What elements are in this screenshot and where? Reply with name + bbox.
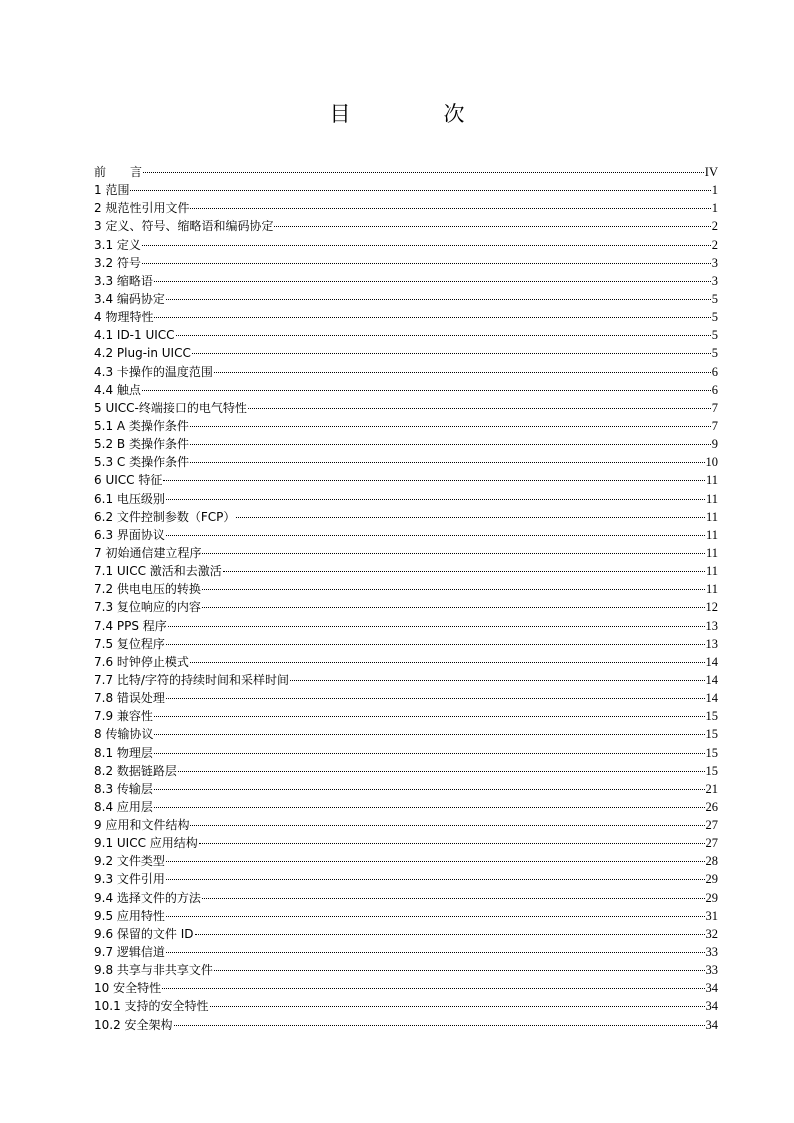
toc-leader-dots xyxy=(202,553,705,554)
page-title: 目 次 xyxy=(329,102,501,126)
toc-leader-dots xyxy=(190,662,705,663)
toc-leader-dots xyxy=(166,861,705,862)
toc-entry-label: 5 UICC-终端接口的电气特性 xyxy=(94,400,247,415)
toc-entry-label: 8.4 应用层 xyxy=(94,799,153,814)
toc-entry[interactable] xyxy=(94,308,718,326)
toc-entry-page-number: 6 xyxy=(711,364,718,379)
toc-entry[interactable] xyxy=(94,163,718,181)
toc-entry-label: 2 规范性引用文件 xyxy=(94,201,190,216)
toc-leader-dots xyxy=(166,644,705,645)
toc-entry-page-number: 21 xyxy=(705,781,718,796)
toc-entry-page-number: 1 xyxy=(711,183,718,198)
toc-entry[interactable] xyxy=(94,580,718,598)
toc-entry-label: 9.6 保留的文件 ID xyxy=(94,926,194,941)
toc-leader-dots xyxy=(199,843,705,844)
toc-entry-label: 7.7 比特/字符的持续时间和采样时间 xyxy=(94,672,289,687)
toc-entry[interactable] xyxy=(94,852,718,870)
toc-entry-label: 8.2 数据链路层 xyxy=(94,763,177,778)
toc-leader-dots xyxy=(195,934,705,935)
toc-entry[interactable] xyxy=(94,943,718,961)
toc-entry-label: 7.1 UICC 激活和去激活 xyxy=(94,564,222,579)
toc-entry[interactable] xyxy=(94,490,718,508)
toc-entry-label: 7.9 兼容性 xyxy=(94,709,153,724)
toc-entry-page-number: 11 xyxy=(705,491,718,506)
toc-entry[interactable] xyxy=(94,725,718,743)
toc-entry[interactable] xyxy=(94,417,718,435)
toc-leader-dots xyxy=(166,879,705,880)
toc-entry[interactable] xyxy=(94,834,718,852)
toc-entry-page-number: 26 xyxy=(705,799,718,814)
toc-leader-dots xyxy=(190,426,711,427)
toc-entry-page-number: 33 xyxy=(705,945,718,960)
toc-entry[interactable] xyxy=(94,635,718,653)
toc-entry-label: 5.2 B 类操作条件 xyxy=(94,437,189,452)
toc-entry[interactable] xyxy=(94,1016,718,1034)
toc-leader-dots xyxy=(154,789,705,790)
toc-leader-dots xyxy=(202,898,705,899)
toc-leader-dots xyxy=(166,698,705,699)
toc-entry-page-number: 12 xyxy=(705,600,718,615)
toc-entry-page-number: 31 xyxy=(705,908,718,923)
toc-entry-page-number: 15 xyxy=(705,727,718,742)
toc-entry-page-number: 27 xyxy=(705,836,718,851)
toc-entry-label: 3.3 缩略语 xyxy=(94,273,153,288)
toc-entry-page-number: 5 xyxy=(711,346,718,361)
toc-entry-label: 5.3 C 类操作条件 xyxy=(94,455,190,470)
toc-leader-dots xyxy=(142,263,711,264)
toc-entry[interactable] xyxy=(94,181,718,199)
toc-entry[interactable] xyxy=(94,471,718,489)
toc-entry-label: 10.1 支持的安全特性 xyxy=(94,999,209,1014)
toc-entry-label: 7.4 PPS 程序 xyxy=(94,618,167,633)
toc-entry-page-number: 7 xyxy=(711,418,718,433)
toc-leader-dots xyxy=(143,172,704,173)
toc-entry-page-number: 5 xyxy=(711,310,718,325)
toc-leader-dots xyxy=(154,753,705,754)
toc-entry-page-number: 28 xyxy=(705,854,718,869)
toc-entry[interactable] xyxy=(94,780,718,798)
toc-leader-dots xyxy=(130,190,710,191)
toc-leader-dots xyxy=(168,626,705,627)
toc-entry[interactable] xyxy=(94,707,718,725)
toc-entry-label: 7.5 复位程序 xyxy=(94,636,165,651)
toc-entry-page-number: 13 xyxy=(705,618,718,633)
toc-entry-label: 9.8 共享与非共享文件 xyxy=(94,963,213,978)
toc-entry-page-number: 6 xyxy=(711,382,718,397)
toc-entry-page-number: 2 xyxy=(711,237,718,252)
toc-entry-page-number: 15 xyxy=(705,763,718,778)
toc-entry[interactable] xyxy=(94,961,718,979)
toc-entry-label: 9 应用和文件结构 xyxy=(94,818,190,833)
toc-leader-dots xyxy=(142,245,711,246)
toc-entry[interactable] xyxy=(94,671,718,689)
toc-entry[interactable] xyxy=(94,290,718,308)
toc-entry-label: 6.1 电压级别 xyxy=(94,491,165,506)
toc-entry[interactable] xyxy=(94,979,718,997)
toc-entry-page-number: 9 xyxy=(711,437,718,452)
toc-entry-label: 4.4 触点 xyxy=(94,382,141,397)
toc-entry-page-number: 2 xyxy=(711,219,718,234)
toc-entry-page-number: 11 xyxy=(705,527,718,542)
toc-entry-label: 前 言 xyxy=(94,165,143,179)
toc-entry-label: 6 UICC 特征 xyxy=(94,473,163,488)
toc-leader-dots xyxy=(166,299,711,300)
toc-entry-label: 4.3 卡操作的温度范围 xyxy=(94,364,213,379)
toc-leader-dots xyxy=(236,517,705,518)
toc-entry[interactable] xyxy=(94,889,718,907)
toc-entry-label: 3.4 编码协定 xyxy=(94,291,165,306)
toc-entry-page-number: 11 xyxy=(705,473,718,488)
toc-entry[interactable] xyxy=(94,925,718,943)
toc-entry-label: 4 物理特性 xyxy=(94,310,154,325)
toc-entry-page-number: 11 xyxy=(705,509,718,524)
toc-leader-dots xyxy=(192,353,711,354)
toc-entry[interactable] xyxy=(94,363,718,381)
toc-entry[interactable] xyxy=(94,435,718,453)
toc-leader-dots xyxy=(190,208,710,209)
toc-entry[interactable] xyxy=(94,816,718,834)
toc-entry-page-number: 5 xyxy=(711,291,718,306)
toc-entry[interactable] xyxy=(94,598,718,616)
toc-entry-page-number: 33 xyxy=(705,963,718,978)
toc-entry-label: 4.2 Plug-in UICC xyxy=(94,346,191,361)
toc-entry[interactable] xyxy=(94,399,718,417)
toc-leader-dots xyxy=(166,535,705,536)
toc-entry-label: 8 传输协议 xyxy=(94,727,154,742)
toc-leader-dots xyxy=(154,807,705,808)
toc-leader-dots xyxy=(202,607,705,608)
toc-leader-dots xyxy=(223,571,705,572)
toc-entry-label: 7.3 复位响应的内容 xyxy=(94,600,201,615)
toc-entry[interactable] xyxy=(94,907,718,925)
toc-entry[interactable] xyxy=(94,381,718,399)
toc-entry-label: 7.8 错误处理 xyxy=(94,691,165,706)
toc-leader-dots xyxy=(274,226,710,227)
toc-entry[interactable] xyxy=(94,526,718,544)
toc-entry[interactable] xyxy=(94,344,718,362)
toc-entry[interactable] xyxy=(94,653,718,671)
toc-entry[interactable] xyxy=(94,689,718,707)
toc-entry-label: 3.2 符号 xyxy=(94,255,141,270)
toc-entry-page-number: 7 xyxy=(711,400,718,415)
toc-entry[interactable] xyxy=(94,236,718,254)
toc-entry[interactable] xyxy=(94,617,718,635)
toc-entry-label: 9.2 文件类型 xyxy=(94,854,165,869)
toc-entry-page-number: 29 xyxy=(705,872,718,887)
toc-leader-dots xyxy=(163,480,705,481)
toc-entry-page-number: 15 xyxy=(705,709,718,724)
toc-entry-label: 4.1 ID-1 UICC xyxy=(94,328,175,343)
toc-leader-dots xyxy=(214,970,705,971)
toc-entry[interactable] xyxy=(94,453,718,471)
toc-entry-page-number: 10 xyxy=(705,455,718,470)
toc-leader-dots xyxy=(154,716,705,717)
toc-entry-page-number: 3 xyxy=(711,255,718,270)
toc-entry-page-number: 14 xyxy=(705,672,718,687)
toc-entry-label: 7.2 供电电压的转换 xyxy=(94,582,201,597)
toc-entry-label: 7 初始通信建立程序 xyxy=(94,545,202,560)
toc-entry-label: 6.2 文件控制参数（FCP） xyxy=(94,509,236,524)
toc-entry-page-number: 32 xyxy=(705,926,718,941)
toc-entry-page-number: IV xyxy=(704,165,718,179)
toc-entry[interactable] xyxy=(94,562,718,580)
toc-leader-dots xyxy=(176,335,711,336)
toc-entry-label: 10.2 安全架构 xyxy=(94,1017,173,1032)
toc-leader-dots xyxy=(154,734,704,735)
toc-entry[interactable] xyxy=(94,798,718,816)
toc-leader-dots xyxy=(202,589,705,590)
toc-entry-page-number: 5 xyxy=(711,328,718,343)
toc-entry-page-number: 11 xyxy=(705,582,718,597)
toc-entry[interactable] xyxy=(94,272,718,290)
toc-entry-label: 8.1 物理层 xyxy=(94,745,153,760)
toc-entry[interactable] xyxy=(94,870,718,888)
toc-leader-dots xyxy=(210,1006,705,1007)
toc-leader-dots xyxy=(178,771,705,772)
toc-entry-label: 7.6 时钟停止模式 xyxy=(94,654,189,669)
toc-entry-label: 9.4 选择文件的方法 xyxy=(94,890,201,905)
toc-entry-label: 9.1 UICC 应用结构 xyxy=(94,836,198,851)
toc-entry-label: 9.5 应用特性 xyxy=(94,908,165,923)
toc-leader-dots xyxy=(248,408,711,409)
toc-entry[interactable] xyxy=(94,544,718,562)
toc-leader-dots xyxy=(166,499,705,500)
toc-leader-dots xyxy=(166,952,705,953)
toc-leader-dots xyxy=(142,390,711,391)
toc-entry[interactable] xyxy=(94,997,718,1015)
toc-entry-page-number: 14 xyxy=(705,691,718,706)
toc-entry-page-number: 15 xyxy=(705,745,718,760)
toc-entry-page-number: 1 xyxy=(711,201,718,216)
toc-entry-label: 8.3 传输层 xyxy=(94,781,153,796)
toc-entry-label: 5.1 A 类操作条件 xyxy=(94,418,189,433)
toc-entry-label: 10 安全特性 xyxy=(94,981,162,996)
toc-entry-page-number: 3 xyxy=(711,273,718,288)
toc-leader-dots xyxy=(190,825,704,826)
toc-entry-page-number: 11 xyxy=(705,564,718,579)
toc-entry-page-number: 13 xyxy=(705,636,718,651)
toc-leader-dots xyxy=(190,462,704,463)
toc-entry-page-number: 34 xyxy=(705,981,718,996)
toc-entry-page-number: 14 xyxy=(705,654,718,669)
toc-entry[interactable] xyxy=(94,199,718,217)
toc-leader-dots xyxy=(154,317,710,318)
toc-entry[interactable] xyxy=(94,254,718,272)
toc-entry-label: 1 范围 xyxy=(94,183,130,198)
table-of-contents xyxy=(94,163,718,1034)
toc-entry[interactable] xyxy=(94,762,718,780)
toc-leader-dots xyxy=(154,281,711,282)
toc-leader-dots xyxy=(162,988,704,989)
toc-entry[interactable] xyxy=(94,217,718,235)
toc-entry-page-number: 11 xyxy=(705,545,718,560)
toc-entry-page-number: 34 xyxy=(705,999,718,1014)
toc-leader-dots xyxy=(174,1025,705,1026)
toc-entry[interactable] xyxy=(94,744,718,762)
toc-entry-label: 9.3 文件引用 xyxy=(94,872,165,887)
toc-leader-dots xyxy=(166,916,705,917)
toc-entry-page-number: 27 xyxy=(705,818,718,833)
toc-leader-dots xyxy=(190,444,711,445)
toc-entry-label: 3.1 定义 xyxy=(94,237,141,252)
toc-entry-label: 9.7 逻辑信道 xyxy=(94,945,165,960)
toc-leader-dots xyxy=(290,680,705,681)
toc-entry-label: 6.3 界面协议 xyxy=(94,527,165,542)
toc-entry-page-number: 34 xyxy=(705,1017,718,1032)
toc-entry[interactable] xyxy=(94,508,718,526)
toc-entry-page-number: 29 xyxy=(705,890,718,905)
toc-entry-label: 3 定义、符号、缩略语和编码协定 xyxy=(94,219,274,234)
toc-leader-dots xyxy=(214,372,711,373)
toc-entry[interactable] xyxy=(94,326,718,344)
